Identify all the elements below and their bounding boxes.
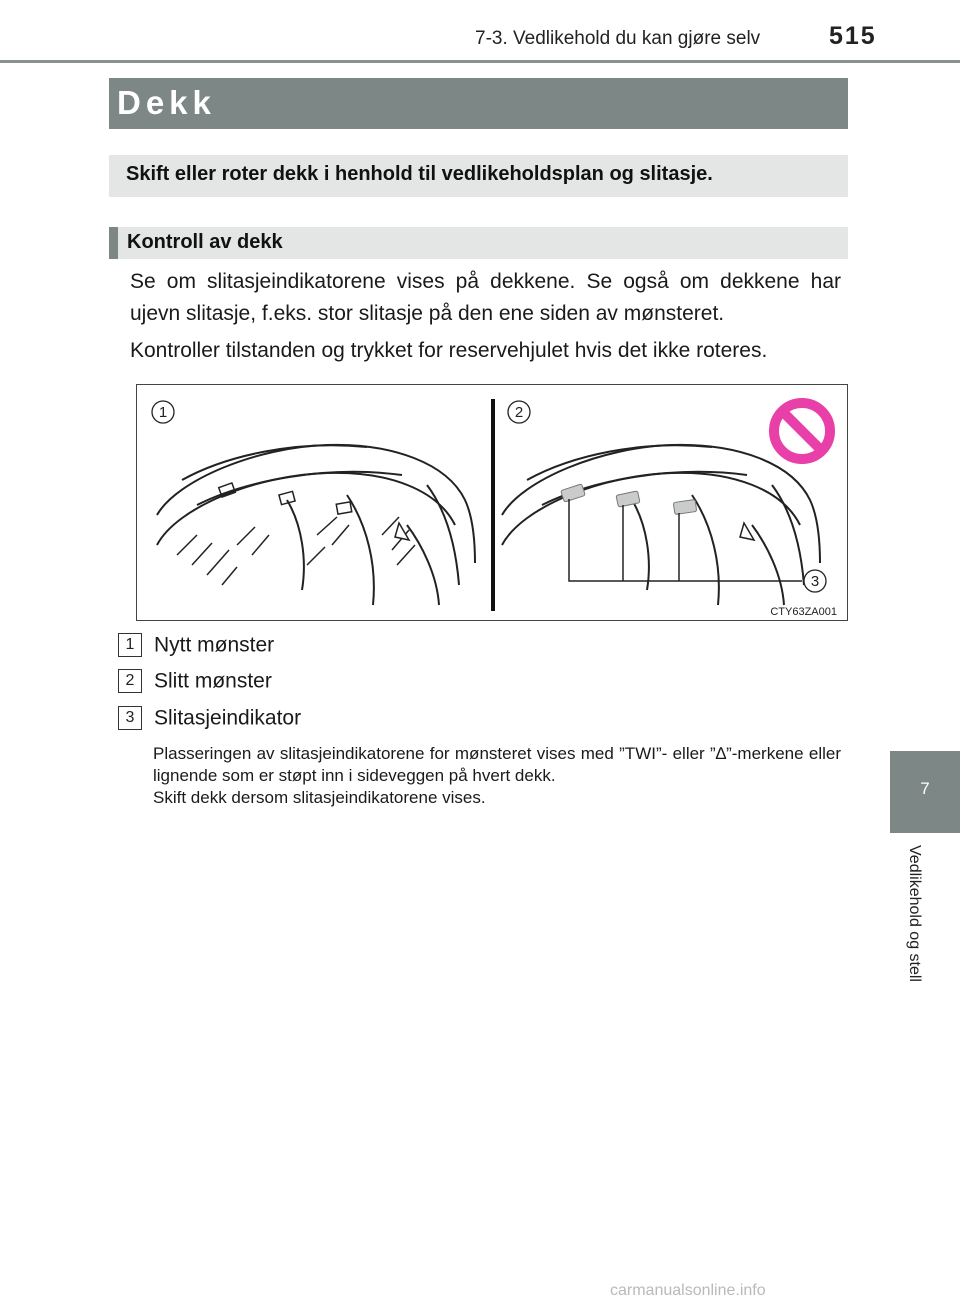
figure-code: CTY63ZA001 [770, 606, 837, 618]
callout-1: 1 [158, 404, 168, 421]
section-header: 7-3. Vedlikehold du kan gjøre selv [475, 28, 761, 49]
note-line: Skift dekk dersom slitasjeindikatorene vises. [153, 788, 486, 807]
callout-3: 3 [810, 573, 820, 590]
legend-label: Nytt mønster [154, 633, 275, 657]
page-title: Dekk [117, 84, 216, 121]
header-rule [0, 60, 960, 63]
intro-text: Skift eller roter dekk i henhold til vedlikeholdsplan og slitasje. [126, 163, 713, 185]
tire-wear-figure [136, 384, 848, 621]
chapter-number: 7 [920, 779, 930, 798]
legend-item [118, 706, 301, 730]
figure-divider [491, 399, 495, 611]
watermark: carmanualsonline.info [610, 1282, 766, 1299]
title-bar [109, 78, 848, 129]
subsection-title: Kontroll av dekk [127, 231, 283, 253]
legend-number: 2 [118, 669, 142, 693]
no-sign-icon [774, 403, 830, 459]
chapter-label [905, 845, 925, 1025]
callout-2: 2 [514, 404, 524, 421]
new-tread-tire [157, 445, 475, 605]
legend-item [118, 633, 274, 657]
indicator-note [153, 743, 841, 809]
legend-number: 3 [118, 706, 142, 730]
legend-label: Slitasjeindikator [154, 706, 302, 730]
legend-label: Slitt mønster [154, 669, 272, 693]
chapter-tab [890, 751, 960, 833]
paragraph-tread-check: Se om slitasjeindikatorene vises på dekkene. Se også om dekkene har ujevn slitasje, f.eks. stor slitasje på den ene siden av mønsteret. [130, 270, 841, 325]
legend-item [118, 669, 272, 693]
note-line: Plasseringen av slitasjeindikatorene for mønsteret vises med ”TWI”- eller ”∆”-merkene eller lignende som er støpt inn i sideveggen på hvert dekk. [153, 744, 841, 785]
legend-number: 1 [118, 633, 142, 657]
chapter-label-text: Vedlikehold og stell [906, 845, 923, 982]
wear-indicators [561, 484, 697, 515]
intro-box [109, 155, 848, 197]
page-number: 515 [829, 22, 877, 50]
subsection-bar [109, 227, 848, 259]
paragraph-spare-wheel: Kontroller tilstanden og trykket for reservehjulet hvis det ikke roteres. [130, 339, 768, 362]
